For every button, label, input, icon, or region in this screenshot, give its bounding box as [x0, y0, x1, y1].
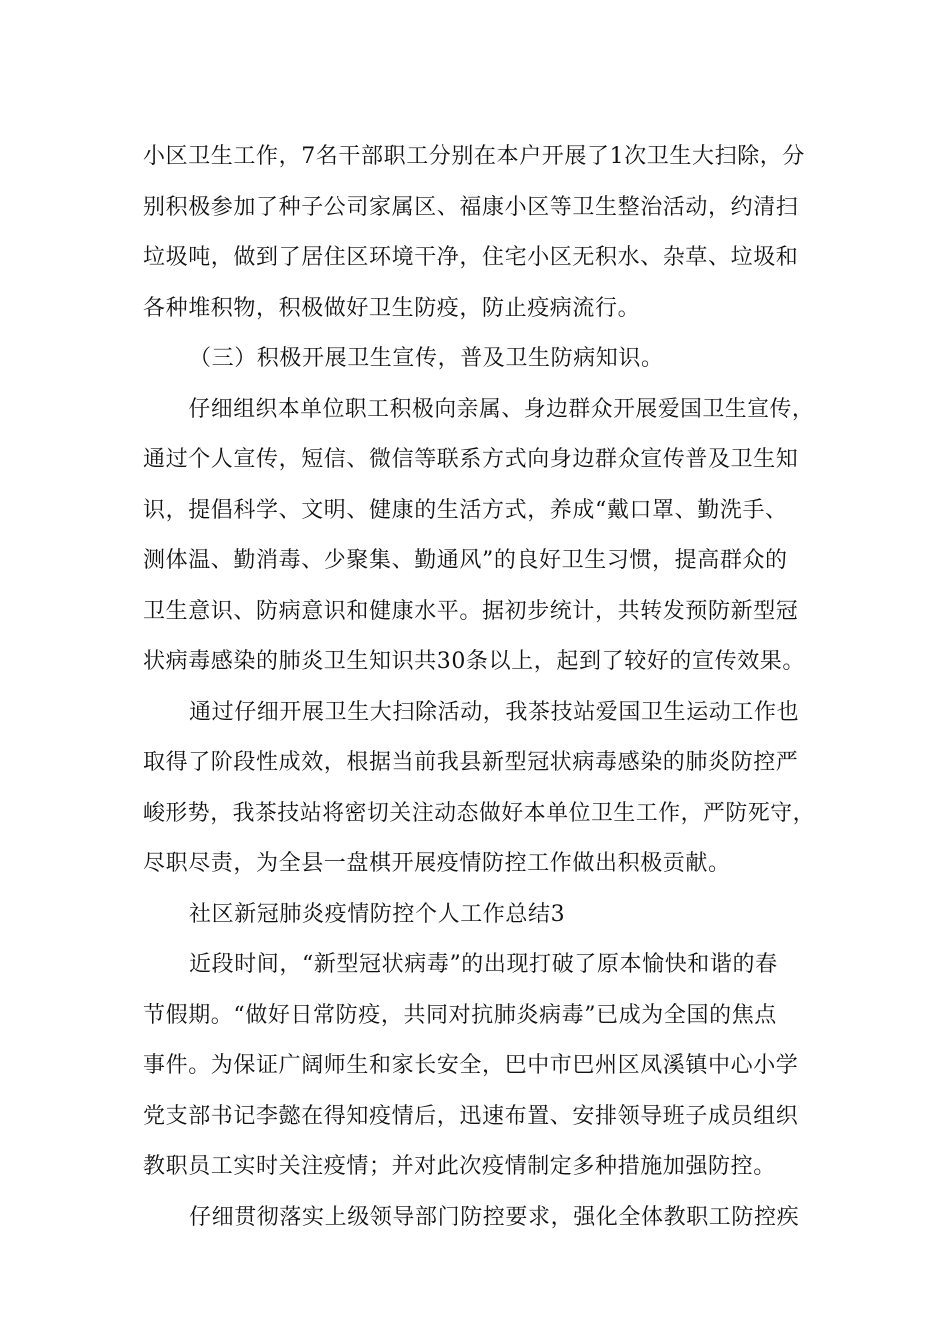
- text-line: 通过个人宣传，短信、微信等联系方式向身边群众宣传普及卫生知: [143, 447, 799, 472]
- text-line: 社区新冠肺炎疫情防控个人工作总结3: [189, 901, 566, 927]
- text-line: 近段时间，“新型冠状病毒”的出现打破了原本愉快和谐的春: [189, 952, 778, 977]
- text-line: 别积极参加了种子公司家属区、福康小区等卫生整治活动，约清扫: [143, 194, 799, 220]
- text-line: 教职员工实时关注疫情；并对此次疫情制定多种措施加强防控。: [143, 1154, 776, 1179]
- text-line: 事件。为保证广阔师生和家长安全，巴中市巴州区凤溪镇中心小学: [143, 1053, 799, 1078]
- text-line: （三）积极开展卫生宣传，普及卫生防病知识。: [189, 346, 664, 371]
- text-line: 各种堆积物，积极做好卫生防疫，防止疫病流行。: [143, 295, 641, 321]
- text-line: 党支部书记李懿在得知疫情后，迅速布置、安排领导班子成员组织: [143, 1103, 799, 1129]
- text-line: 识，提倡科学、文明、健康的生活方式，养成“戴口罩、勤洗手、: [143, 497, 788, 523]
- text-line: 仔细组织本单位职工积极向亲属、身边群众开展爱国卫生宣传，: [188, 396, 815, 422]
- text-line: 卫生意识、防病意识和健康水平。据初步统计，共转发预防新型冠: [143, 598, 799, 624]
- text-line: 仔细贯彻落实上级领导部门防控要求，强化全体教职工防控疾: [189, 1204, 800, 1230]
- text-line: 取得了阶段性成效，根据当前我县新型冠状病毒感染的肺炎防控严: [143, 750, 799, 775]
- text-line: 测体温、勤消毒、少聚集、勤通风”的良好卫生习惯，提高群众的: [143, 548, 788, 573]
- text-line: 通过仔细开展卫生大扫除活动，我茶技站爱国卫生运动工作也: [189, 699, 800, 725]
- text-line: 垃圾吨，做到了居住区环境干净，住宅小区无积水、杂草、垃圾和: [143, 245, 799, 270]
- text-line: 小区卫生工作，7名干部职工分别在本户开展了1次卫生大扫除，分: [143, 144, 805, 169]
- text-line: 状病毒感染的肺炎卫生知识共30条以上，起到了较好的宣传效果。: [143, 649, 805, 674]
- text-line: 节假期。“做好日常防疫，共同对抗肺炎病毒”已成为全国的焦点: [143, 1002, 777, 1028]
- document-body: [143, 132, 815, 1243]
- text-line: 尽职尽责，为全县一盘棋开展疫情防控工作做出积极贡献。: [143, 851, 731, 876]
- text-line: 峻形势，我茶技站将密切关注动态做好本单位卫生工作，严防死守，: [143, 800, 816, 826]
